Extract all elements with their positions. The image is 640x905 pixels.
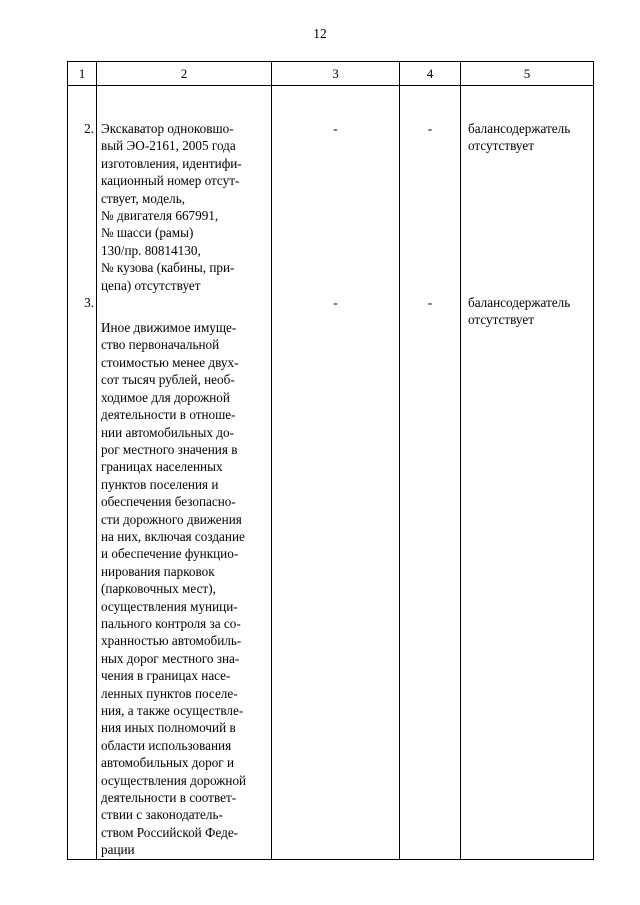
- property-table: [67, 61, 594, 860]
- description-line: пунктов поселения и: [101, 476, 219, 492]
- description-line: хранностью автомобиль-: [101, 633, 242, 649]
- description-line: изготовления, идентифи-: [101, 155, 242, 171]
- description-line: сот тысяч рублей, необ-: [101, 372, 235, 388]
- col5-cell: [461, 86, 594, 860]
- description-line: цепа) отсутствует: [101, 277, 201, 293]
- description-line: рации: [101, 842, 135, 858]
- description-line: чения в границах насе-: [101, 668, 231, 684]
- header-col-2: 2: [97, 62, 272, 86]
- table-body-row: [68, 86, 594, 860]
- description-line: вый ЭО-2161, 2005 года: [101, 138, 236, 154]
- description-line: ством Российской Феде-: [101, 824, 239, 840]
- description-line: ных дорог местного зна-: [101, 650, 240, 666]
- col5-line: отсутствует: [468, 312, 534, 328]
- page-number: 12: [313, 26, 327, 41]
- row-number: 3.: [84, 295, 94, 311]
- row-description: [101, 319, 271, 859]
- row-number: 2.: [84, 121, 94, 136]
- description-line: (парковочных мест),: [101, 581, 216, 597]
- description-line: области использования: [101, 737, 232, 753]
- description-line: пального контроля за со-: [101, 615, 241, 631]
- description-line: автомобильных дорог и: [101, 755, 235, 771]
- row-description: [101, 120, 271, 294]
- col3-value: -: [333, 121, 338, 136]
- description-line: на них, включая создание: [101, 528, 245, 544]
- description-line: ходимое для дорожной: [101, 389, 230, 405]
- descriptions-cell: [97, 86, 272, 860]
- header-col-1: 1: [68, 62, 97, 86]
- col4-cell: [400, 86, 461, 860]
- description-line: ленных пунктов поселе-: [101, 685, 238, 701]
- col5-line: балансодержатель: [468, 121, 571, 136]
- col3-cell: [272, 86, 400, 860]
- description-line: ния иных полномочий в: [101, 720, 236, 736]
- description-line: ство первоначальной: [101, 337, 220, 353]
- description-line: и обеспечение функцио-: [101, 546, 239, 562]
- description-line: кационный номер отсут-: [101, 173, 240, 189]
- description-line: рог местного значения в: [101, 441, 238, 457]
- description-line: ствии с законодатель-: [101, 807, 223, 823]
- description-line: осуществления дорожной: [101, 772, 247, 788]
- description-line: нирования парковок: [101, 563, 215, 579]
- description-line: 130/пр. 80814130,: [101, 242, 201, 258]
- header-col-4: 4: [400, 62, 461, 86]
- description-line: ния, а также осуществле-: [101, 703, 244, 718]
- col5-line: балансодержатель: [468, 294, 571, 310]
- table-header-row: [68, 62, 594, 86]
- header-col-3: 3: [272, 62, 400, 86]
- description-line: Экскаватор одноковшо-: [101, 121, 234, 136]
- description-line: обеспечения безопасно-: [101, 494, 236, 510]
- description-line: нии автомобильных до-: [101, 424, 234, 440]
- col5-line: отсутствует: [468, 138, 534, 154]
- description-line: Иное движимое имуще-: [101, 320, 237, 336]
- description-line: ствует, модель,: [101, 190, 186, 206]
- description-line: деятельности в соответ-: [101, 790, 237, 806]
- description-line: осуществления муници-: [101, 598, 238, 614]
- col4-value: -: [427, 295, 433, 311]
- description-line: сти дорожного движения: [101, 511, 242, 527]
- description-line: границах населенных: [101, 459, 223, 475]
- header-col-5: 5: [461, 62, 594, 86]
- description-line: деятельности в отноше-: [101, 407, 236, 423]
- description-line: № шасси (рамы): [101, 225, 194, 241]
- row-numbers-cell: [68, 86, 97, 860]
- col3-value: -: [333, 295, 338, 311]
- description-line: № кузова (кабины, при-: [101, 260, 235, 276]
- description-line: стоимостью менее двух-: [101, 354, 239, 370]
- description-line: № двигателя 667991,: [101, 208, 219, 224]
- col4-value: -: [427, 121, 433, 136]
